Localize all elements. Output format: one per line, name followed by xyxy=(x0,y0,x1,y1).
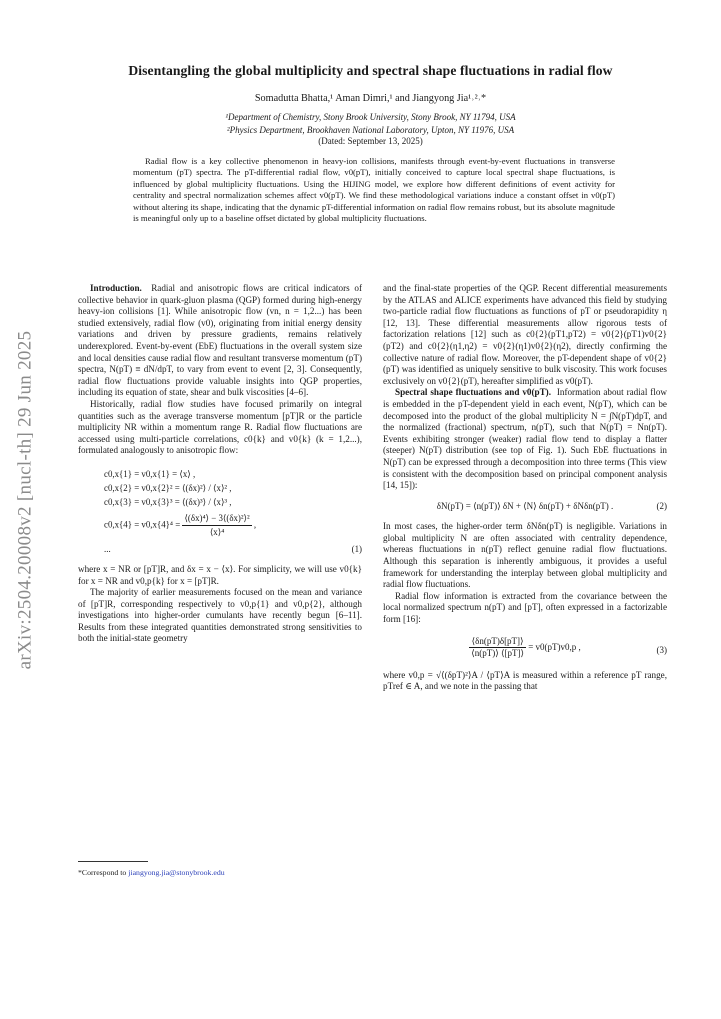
footnote-prefix: *Correspond to xyxy=(78,868,129,877)
eq1-row-1: c0,x{1} = v0,x{1} = ⟨x⟩ , xyxy=(104,468,196,479)
right-paragraph-1: and the final-state properties of the QGP. Recent differential measurements by the ATLAS and ALICE experiments have advanced this field by studying two-particle radial flow fluctuations as functions of pT or pseudorapidity η [12, 13]. These differential measurements allow rigorous tests of factorization relations [12] such as c0{2}(pT1,pT2) = v0{2}(pT1)v0{2}(pT2) and c0{2}(η1,η2) = v0{2}(η1)v0{2}(η2), directly confirming the collective nature of radial flow. Moreover, the pT-dependent shape of v0{2}(pT) was identified as uniquely sensitive to bulk viscosity. This work focuses exclusively on v0{2}(pT), hereafter simplified as v0(pT). xyxy=(383,283,667,386)
date-line: (Dated: September 13, 2025) xyxy=(318,136,423,146)
eq2-number: (2) xyxy=(656,500,667,511)
left-column xyxy=(78,283,362,645)
eq1-ellipsis: ... xyxy=(104,543,111,554)
intro-text-1: Radial and anisotropic flows are critical indicators of collective behavior in quark-gluon plasma (QGP) formed during high-energy heavy-ion collisions [1]. While anisotropic flow (vn, n = 1,2...) has been studied extensively, radial flow (v0), originating from initial energy density variations and driven by pressure gradients, remains relatively underexplored. Event-by-event (EbE) fluctuations in the overall system size and local densities cause radial flow and resultant transverse momentum (pT) spectra, N(pT) ≡ dN/dpT, to vary from event to event [2, 3]. Consequently, radial flow fluctuations provide valuable insights into QGP properties, including its equation of state, shear and bulk viscosities [4–6]. xyxy=(78,283,362,398)
email-link[interactable]: jiangyong.jia@stonybrook.edu xyxy=(128,868,225,877)
eq2-body: δN(pT) = ⟨n(pT)⟩ δN + ⟨N⟩ δn(pT) + δNδn(pT) . xyxy=(436,500,614,511)
right-column xyxy=(383,283,667,693)
eq1-row-2: c0,x{2} = v0,x{2}² = ⟨(δx)²⟩ / ⟨x⟩² , xyxy=(104,482,232,493)
paper-title: Disentangling the global multiplicity and spectral shape fluctuations in radial flow xyxy=(128,63,613,78)
equation-3 xyxy=(383,636,667,660)
eq3-rhs: = v0(pT)v0,p , xyxy=(528,641,581,652)
intro-paragraph-1 xyxy=(78,283,362,399)
intro-paragraph-3: where x = NR or [pT]R, and δx = x − ⟨x⟩. For simplicity, we will use v0{k} for x = NR and v0,p{k} for x = [pT]R. xyxy=(78,563,362,586)
eq3-numerator: ⟨δn(pT)δ[pT]⟩ xyxy=(469,636,526,649)
spectral-text: Information about radial flow is embedded in the pT-dependent yield in each event, N(pT), which can be decomposed into the product of the global multiplicity N = ∫N(pT)dpT, and the normalized (fractional) spectrum, n(pT), such that N(pT) = Nn(pT). Events exhibiting stronger (weaker) radial flow tend to display a flatter (steeper) N(pT) distribution (see top of Fig. 1). Such EbE fluctuations in N(pT) can be expressed through a decomposition into three terms (This view is consistent with the decomposition based on principal component analysis [14, 15]): xyxy=(383,387,668,491)
footnote-divider xyxy=(78,861,148,862)
spectral-heading: Spectral shape fluctuations and v0(pT). xyxy=(395,387,551,398)
eq1-fraction-numerator: ⟨(δx)⁴⟩ − 3⟨(δx)²⟩² xyxy=(182,512,251,526)
right-paragraph-3: In most cases, the higher-order term δNδn(pT) is negligible. Variations in global multiplicity N are often associated with centrality dependence, whereas fluctuations in n(pT) reflect genuine radial flow fluctuations. Although this separation is inherently ambiguous, it provides a useful framework for understanding the interplay between global multiplicity and radial flow fluctuations. xyxy=(383,521,667,590)
eq1-row-3: c0,x{3} = v0,x{3}³ = ⟨(δx)³⟩ / ⟨x⟩³ , xyxy=(104,496,232,507)
affiliations xyxy=(60,111,681,136)
eq1-row-4-lhs: c0,x{4} = v0,x{4}⁴ = xyxy=(104,519,181,530)
eq1-row-5 xyxy=(78,542,362,556)
arxiv-identifier: arXiv:2504.20008v2 [nucl-th] 29 Jun 2025 xyxy=(14,330,35,670)
eq1-row-4: c0,x{4} = v0,x{4}⁴ = $\frac{\text{⟨(δx)⁴⟩ − 3⟨(δx)²⟩²}}{\text{⟨x⟩⁴}}$ , xyxy=(104,512,257,537)
affiliation-1: ¹Department of Chemistry, Stony Brook University, Stony Brook, NY 11794, USA xyxy=(225,112,516,122)
equation-1 xyxy=(78,467,362,556)
right-paragraph-4: Radial flow information is extracted from the covariance between the local normalized spectrum n(pT) and [pT], often expressed in a factorizable form [16]: xyxy=(383,590,667,625)
eq3-number: (3) xyxy=(656,644,667,655)
abstract: Radial flow is a key collective phenomenon in heavy-ion collisions, manifests through event-by-event fluctuations in transverse momentum (pT) spectra. The pT-differential radial flow, v0(pT), initially conceived to capture local spectral shape fluctuations, is influenced by global multiplicity fluctuations. Using the HIJING model, we explore how different definitions of event activity for centrality and spectral normalization schemes affect v0(pT). We find these methodological variations induce a constant offset in v0(pT) without altering its shape, indicating that the dynamic pT-differential information on radial flow remains robust, but its absolute magnitude is meaningful only up to a baseline offset dictated by global multiplicity fluctuations. xyxy=(133,156,615,224)
arxiv-sidebar xyxy=(2,300,48,700)
footnote xyxy=(78,868,225,877)
intro-heading: Introduction. xyxy=(90,283,142,293)
eq1-fraction-denominator: ⟨x⟩⁴ xyxy=(209,526,225,537)
author-list: Somadutta Bhatta,¹ Aman Dimri,¹ and Jiangyong Jia¹˒²˒* xyxy=(254,93,487,104)
equation-2 xyxy=(383,501,667,513)
eq3-denominator: ⟨n(pT)⟩ ⟨[pT]⟩ xyxy=(471,648,524,659)
intro-paragraph-4: The majority of earlier measurements focused on the mean and variance of [pT]R, corresponding respectively to v0,p{1} and v0,p{2}, although investigations into higher-order cumulants have recently begun [6–11]. Results from these integrated quantities demonstrated strong sensitivities to both the initial-state geometry xyxy=(78,587,362,644)
eq3-fraction xyxy=(469,636,526,660)
eq1-number: (1) xyxy=(351,543,362,554)
spectral-paragraph xyxy=(383,387,667,491)
eq1-fraction xyxy=(182,512,251,539)
right-paragraph-5: where v0,p = √⟨(δpT)²⟩A / ⟨pT⟩A is measured within a reference pT range, pTref ∈ A, and we note in the passing that xyxy=(383,669,667,692)
affiliation-2: ²Physics Department, Brookhaven National Laboratory, Upton, NY 11976, USA xyxy=(226,124,515,135)
intro-paragraph-2: Historically, radial flow studies have focused primarily on integral quantities such as the average transverse momentum [pT]R or the particle multiplicity NR within a momentum range R. Radial flow fluctuations are accessed using multi-particle correlations, c0{k} and v0{k} (k = 1,2...), formulated analogously to anisotropic flow: xyxy=(78,398,362,456)
